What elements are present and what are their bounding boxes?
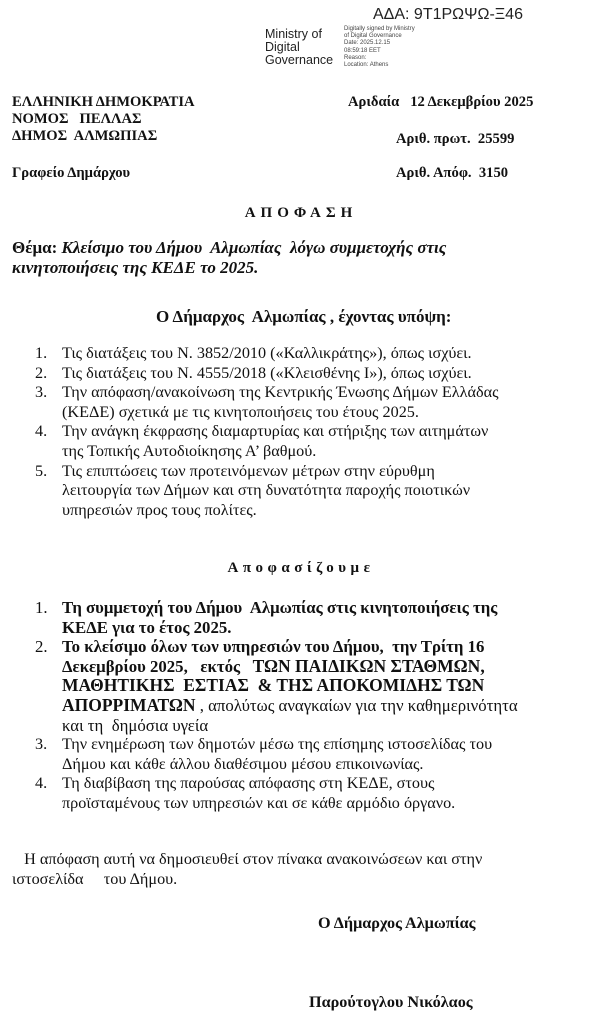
closing-line: ιστοσελίδα του Δήμου. xyxy=(12,869,178,888)
item-text: Δεκεμβρίου 2025, εκτός xyxy=(62,656,253,676)
decisions-list xyxy=(35,598,595,814)
item-number: 1. xyxy=(35,344,48,362)
item-text: Τη συμμετοχή του Δήμου Αλμωπίας στις κινητοποιήσεις της xyxy=(62,598,498,617)
item-number: 4. xyxy=(35,774,48,793)
consideration-item xyxy=(35,364,595,384)
issuer-line: ΕΛΛΗΝΙΚΗ ΔΗΜΟΚΡΑΤΙΑ xyxy=(12,94,195,110)
decision-item xyxy=(35,598,595,637)
signatory-title: Ο Δήμαρχος Αλμωπίας xyxy=(318,914,476,932)
issuer-block xyxy=(12,94,195,145)
signature-detail: of Digital Governance xyxy=(344,33,402,40)
place-date: Αριδαία 12 Δεκεμβρίου 2025 xyxy=(348,94,534,110)
decision-number: Αριθ. Απόφ. 3150 xyxy=(396,165,509,181)
item-text: Την ανάγκη έκφρασης διαμαρτυρίας και στήριξης των αιτημάτων xyxy=(62,422,489,441)
signature-detail: 08:59:18 EET xyxy=(344,47,381,54)
subject-text: Κλείσιμο του Δήμου Αλμωπίας λόγω συμμετοχής στις xyxy=(61,238,447,257)
consideration-item xyxy=(35,462,595,521)
signature-detail: Digitally signed by Ministry xyxy=(344,26,415,32)
closing-line: Η απόφαση αυτή να δημοσιευθεί στον πίνακα ανακοινώσεων και στην xyxy=(12,850,483,868)
consideration-item xyxy=(35,422,595,461)
item-text: Τις επιπτώσεις των προτεινόμενων μέτρων στην εύρυθμη xyxy=(62,461,435,480)
item-text: ΚΕΔΕ για το έτος 2025. xyxy=(62,617,232,637)
subject-text-cont: κινητοποιήσεις της ΚΕΔΕ το 2025. xyxy=(12,258,259,277)
item-text: και τη δημόσια υγεία xyxy=(62,715,209,735)
decision-item xyxy=(35,735,595,774)
item-text: προϊσταμένους των υπηρεσιών και σε κάθε αρμόδιο όργανο. xyxy=(62,793,456,812)
signature-detail: Date: 2025.12.15 xyxy=(344,40,391,47)
signer-line: Digital xyxy=(265,40,300,54)
subject-label: Θέμα: xyxy=(12,238,58,257)
signatory-name: Παρούτογλου Νικόλαος xyxy=(309,993,473,1011)
item-text: , απολύτως αναγκαίων για την καθημερινότητα xyxy=(195,695,518,715)
subject xyxy=(12,238,446,278)
item-text: Το κλείσιμο όλων των υπηρεσιών του Δήμου, την Τρίτη 16 xyxy=(62,637,485,657)
item-number: 2. xyxy=(35,363,48,382)
ada-code: ΑΔΑ: 9Τ1ΡΩΨΩ-Ξ46 xyxy=(373,6,523,23)
signer-line: Ministry of xyxy=(265,27,322,41)
consideration-item xyxy=(35,383,595,422)
item-text: Την απόφαση/ανακοίνωση της Κεντρικής Ένωσης Δήμων Ελλάδας xyxy=(62,383,499,402)
item-text: υπηρεσιών προς τους πολίτες. xyxy=(62,500,257,519)
item-text: Τη διαβίβαση της παρούσας απόφασης στη ΚΕΔΕ, στους xyxy=(62,774,435,793)
item-number: 1. xyxy=(35,598,48,617)
signature-signer xyxy=(265,28,333,67)
consideration-item xyxy=(35,344,595,364)
item-number: 2. xyxy=(35,637,48,657)
protocol-number: Αριθ. πρωτ. 25599 xyxy=(396,131,515,147)
item-text: (ΚΕΔΕ) σχετικά με τις κινητοποιήσεις του έτους 2025. xyxy=(62,402,419,421)
item-text-caps: ΤΩΝ ΠΑΙΔΙΚΩΝ ΣΤΑΘΜΩΝ, xyxy=(252,655,485,676)
closing-paragraph xyxy=(12,850,592,890)
signature-detail: Reason: xyxy=(344,54,367,61)
office-name: Γραφείο Δημάρχου xyxy=(12,165,131,181)
decision-item xyxy=(35,774,595,813)
item-text-caps: ΑΠΟΡΡΙΜΑΤΩΝ xyxy=(62,694,196,715)
document-title: ΑΠΟΦΑΣΗ xyxy=(244,205,358,221)
item-number: 5. xyxy=(35,461,48,480)
item-text: της Τοπικής Αυτοδιοίκησης Α’ βαθμού. xyxy=(62,441,317,460)
item-text: λειτουργία των Δήμων και στη δυνατότητα παροχής ποιοτικών xyxy=(62,481,471,500)
item-text: Τις διατάξεις του Ν. 3852/2010 («Καλλικράτης»), όπως ισχύει. xyxy=(62,344,472,362)
item-text: Την ενημέρωση των δημοτών μέσω της επίσημης ιστοσελίδας του xyxy=(62,735,493,754)
item-number: 4. xyxy=(35,422,48,441)
issuer-line: ΔΗΜΟΣ ΑΛΜΩΠΙΑΣ xyxy=(12,128,158,144)
decide-heading: Αποφασίζουμε xyxy=(227,560,375,576)
signature-detail: Location: Athens xyxy=(344,62,389,69)
issuer-line: ΝΟΜΟΣ ΠΕΛΛΑΣ xyxy=(12,111,142,127)
signature-details xyxy=(344,26,415,69)
decision-item xyxy=(35,637,595,735)
mayor-considering: Ο Δήμαρχος Αλμωπίας , έχοντας υπόψη: xyxy=(156,307,452,326)
item-text-caps: ΜΑΘΗΤΙΚΗΣ ΕΣΤΙΑΣ & ΤΗΣ ΑΠΟΚΟΜΙΔΗΣ ΤΩΝ xyxy=(62,675,485,696)
item-number: 3. xyxy=(35,735,48,754)
item-text: Τις διατάξεις του Ν. 4555/2018 («Κλεισθένης Ι»), όπως ισχύει. xyxy=(62,363,472,382)
signer-line: Governance xyxy=(265,53,334,67)
item-number: 3. xyxy=(35,383,48,402)
considerations-list xyxy=(35,344,595,520)
item-text: Δήμου και κάθε άλλου διαθέσιμου μέσου επικοινωνίας. xyxy=(62,754,424,773)
